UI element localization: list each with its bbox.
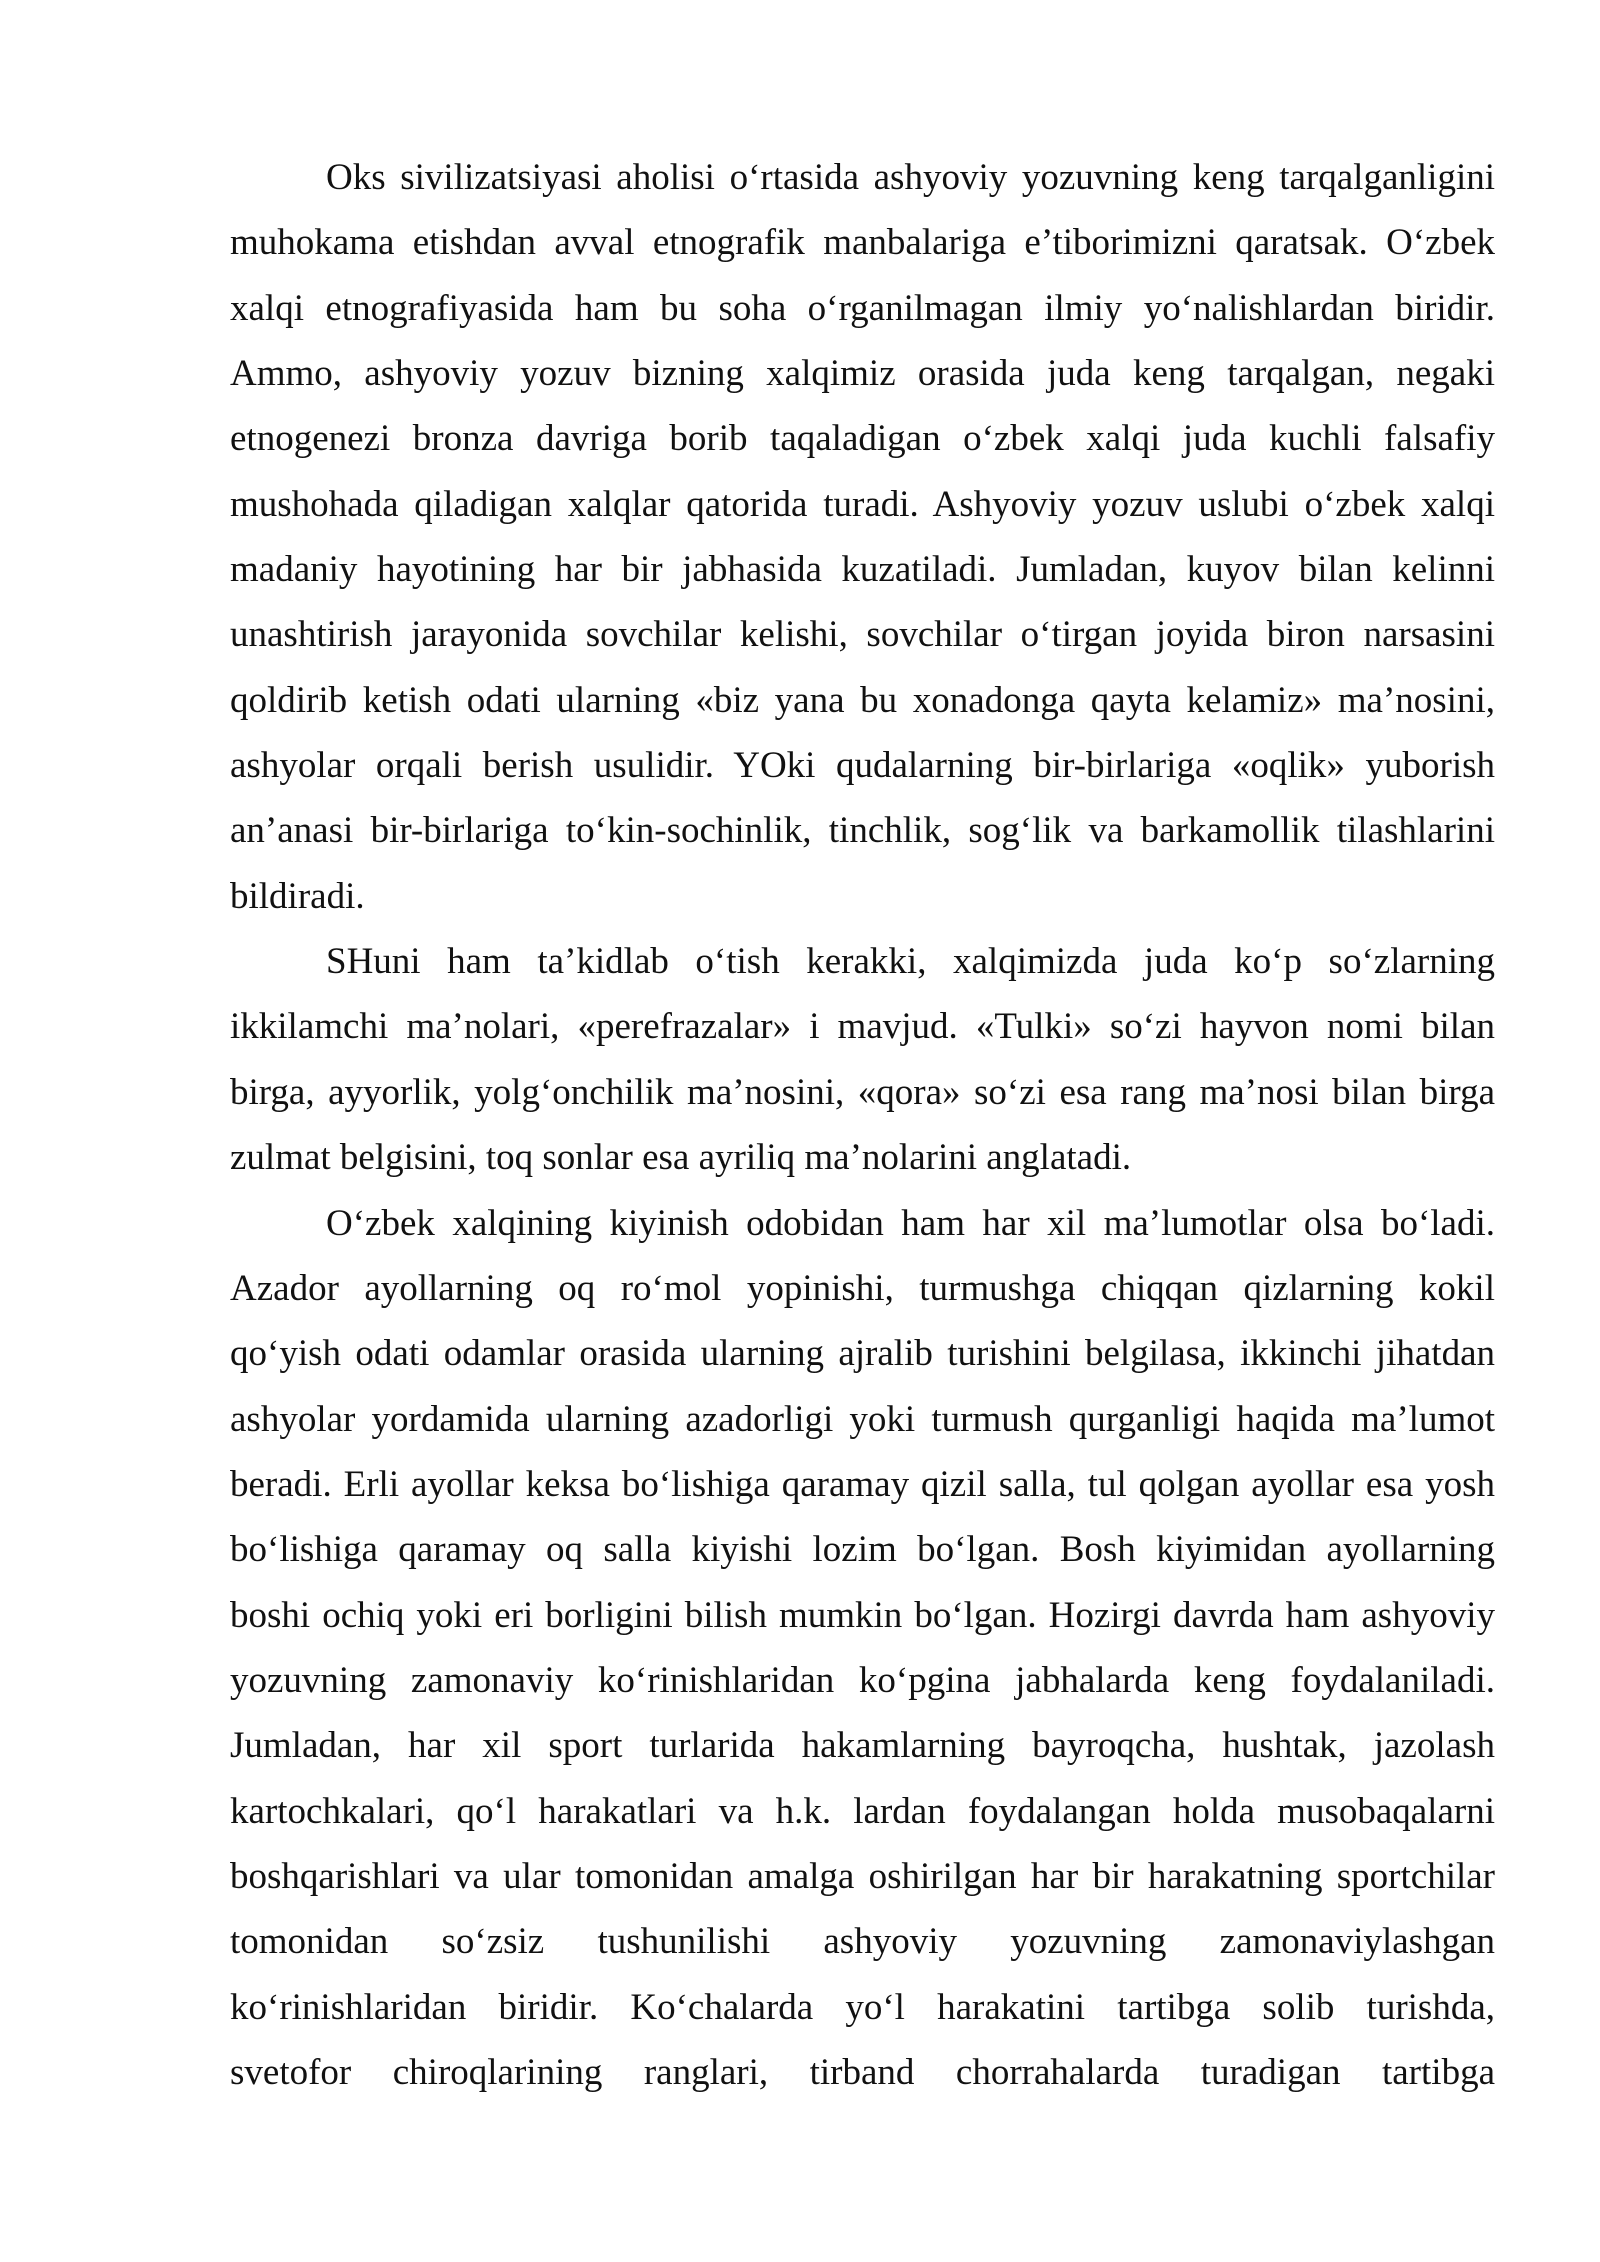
text-line: ko‘rinishlaridan biridir. Ko‘chalarda yo‘l harakatini tartibga solib turishda,	[230, 1986, 1495, 2028]
text-line: kartochkalari, qo‘l harakatlari va h.k. lardan foydalangan holda musobaqalarni	[230, 1790, 1495, 1832]
text-line: qoldirib ketish odati ularning «biz yana bu xonadonga qayta kelamiz» ma’nosini,	[230, 679, 1495, 721]
text-line: beradi. Erli ayollar keksa bo‘lishiga qaramay qizil salla, tul qolgan ayollar esa yosh	[230, 1463, 1495, 1505]
text-line: tomonidan so‘zsiz tushunilishi ashyoviy yozuvning zamonaviylashgan	[230, 1921, 1495, 1963]
text-line: Jumladan, har xil sport turlarida hakamlarning bayroqcha, hushtak, jazolash	[230, 1725, 1495, 1767]
paragraph-1	[230, 145, 1495, 929]
text-line: ikkilamchi ma’nolari, «perefrazalar» i mavjud. «Tulki» so‘zi hayvon nomi bilan	[230, 1006, 1495, 1048]
text-line: boshi ochiq yoki eri borligini bilish mumkin bo‘lgan. Hozirgi davrda ham ashyoviy	[230, 1594, 1495, 1636]
text-line: madaniy hayotining har bir jabhasida kuzatiladi. Jumladan, kuyov bilan kelinni	[230, 549, 1495, 591]
text-line: boshqarishlari va ular tomonidan amalga oshirilgan har bir harakatning sportchilar	[230, 1855, 1495, 1897]
text-line: ashyolar orqali berish usulidir. YOki qudalarning bir-birlariga «oqlik» yuborish	[230, 745, 1495, 787]
text-line: yozuvning zamonaviy ko‘rinishlaridan ko‘pgina jabhalarda keng foydalaniladi.	[230, 1659, 1495, 1701]
text-line: Ammo, ashyoviy yozuv bizning xalqimiz orasida juda keng tarqalgan, negaki	[230, 353, 1495, 395]
text-line: ashyolar yordamida ularning azadorligi yoki turmush qurganligi haqida ma’lumot	[230, 1398, 1495, 1440]
text-line: etnogenezi bronza davriga borib taqaladigan o‘zbek xalqi juda kuchli falsafiy	[230, 418, 1495, 460]
text-line: muhokama etishdan avval etnografik manbalariga e’tiborimizni qaratsak. O‘zbek	[230, 222, 1495, 264]
text-line: qo‘yish odati odamlar orasida ularning ajralib turishini belgilasa, ikkinchi jihatdan	[230, 1333, 1495, 1375]
text-line: zulmat belgisini, toq sonlar esa ayriliq ma’nolarini anglatadi.	[230, 1137, 1132, 1179]
text-line: an’anasi bir-birlariga to‘kin-sochinlik, tinchlik, sog‘lik va barkamollik tilashlarini	[230, 810, 1495, 852]
text-line: SHuni ham ta’kidlab o‘tish kerakki, xalqimizda juda ko‘p so‘zlarning	[326, 941, 1495, 983]
text-line: O‘zbek xalqining kiyinish odobidan ham har xil ma’lumotlar olsa bo‘ladi.	[326, 1202, 1495, 1244]
text-line: bo‘lishiga qaramay oq salla kiyishi lozim bo‘lgan. Bosh kiyimidan ayollarning	[230, 1529, 1495, 1571]
text-line: Azador ayollarning oq ro‘mol yopinishi, turmushga chiqqan qizlarning kokil	[230, 1267, 1495, 1309]
text-line: Oks sivilizatsiyasi aholisi o‘rtasida ashyoviy yozuvning keng tarqalganligini	[326, 157, 1495, 198]
text-line: svetofor chiroqlarining ranglari, tirband chorrahalarda turadigan tartibga	[230, 2051, 1495, 2093]
text-line: mushohada qiladigan xalqlar qatorida turadi. Ashyoviy yozuv uslubi o‘zbek xalqi	[230, 483, 1495, 525]
text-line: birga, ayyorlik, yolg‘onchilik ma’nosini, «qora» so‘zi esa rang ma’nosi bilan birga	[230, 1071, 1495, 1113]
text-line: unashtirish jarayonida sovchilar kelishi, sovchilar o‘tirgan joyida biron narsasini	[230, 614, 1495, 656]
paragraph-3	[230, 1191, 1495, 2106]
text-line: xalqi etnografiyasida ham bu soha o‘rganilmagan ilmiy yo‘nalishlardan biridir.	[230, 287, 1495, 329]
text-line: bildiradi.	[230, 875, 365, 917]
paragraph-2	[230, 929, 1495, 1190]
